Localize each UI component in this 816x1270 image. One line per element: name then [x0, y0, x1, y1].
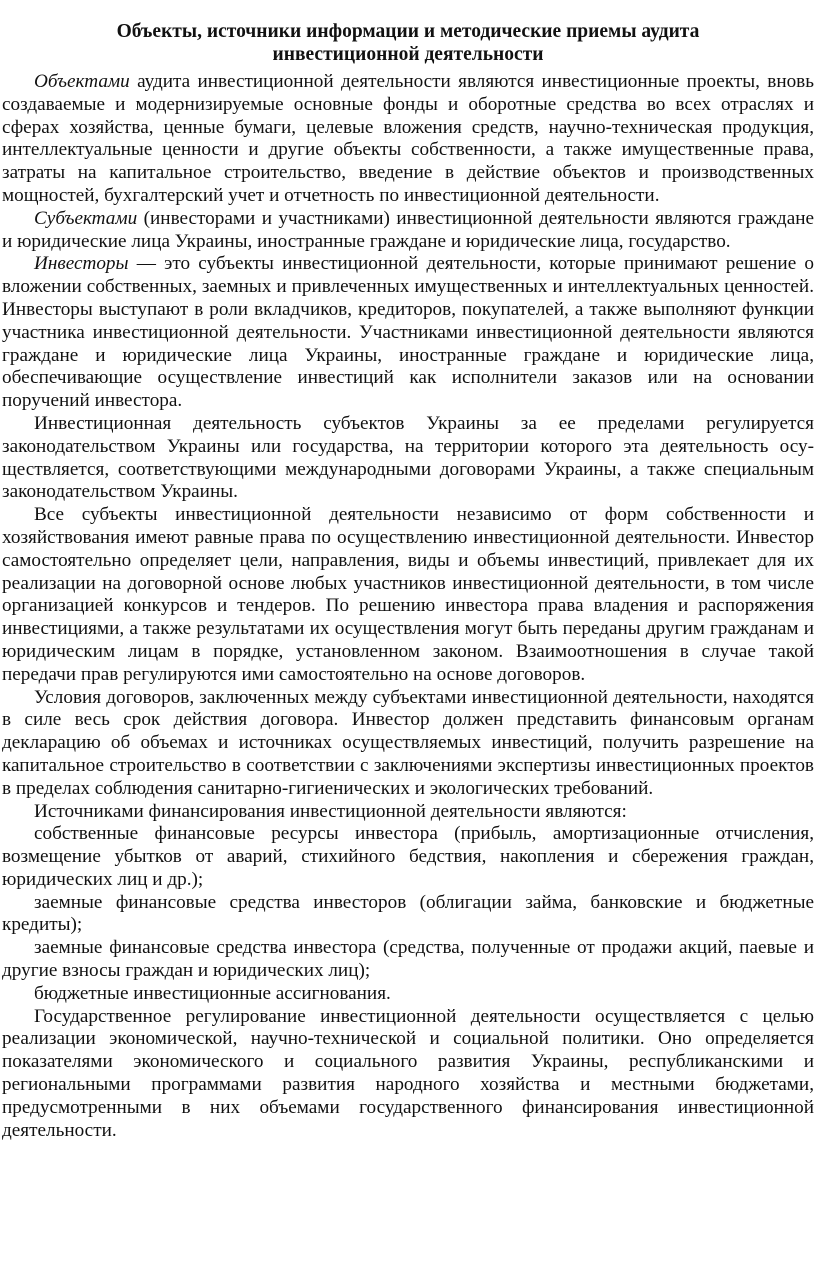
- title-line-1: Объекты, источники информации и методические приемы аудита: [116, 21, 700, 42]
- list-item-raised-funds: заемные финансовые средства инвестора (средства, полученные от продажи акций, паевые и другие взносы граждан и юридических лиц);: [2, 937, 814, 982]
- term-investors: Инвесторы: [34, 253, 129, 275]
- paragraph-objects: [2, 71, 814, 208]
- paragraph-text: аудита инвестиционной деятельности являются инвестиционные проекты, вновь создаваемые и модернизируемые основные фонды и оборотные средства во всех отраслях и сферах хозяйства, ценные бумаги, целевые вложения средств, научно-техническая продукция, интеллектуальные ценности и другие объекты собственности, а также имущественные права, затраты на капитальное строительство, введение в действие объектов и производственных мощностей, бухгалтерский учет и отчетность по инвестиционной деятельности.: [2, 71, 814, 206]
- paragraph-foreign-activity: Инвестиционная деятельность субъектов Украины за ее пределами регулируется законодательством Украины или государства, на территории которого эта деятельность осуществляется, соответствующими международными договорами Украины, а также специальным законодательством Украины.: [2, 412, 814, 503]
- paragraph-subjects: [2, 208, 814, 254]
- paragraph-equal-rights: Все субъекты инвестиционной деятельности независимо от форм собственности и хозяйствования имеют равные права по осуществлению инвестиционной деятельности. Инвестор самостоятельно определяет цели, направления, виды и объемы инвестиций, привлекает для их реализации на договорной основе любых участников инвестиционной деятельности, в том числе организацией конкурсов и тендеров. По решению инвестора права владения и распоряжения инвестициями, а также результатами их осуществления могут быть переданы другим гражданам и юридическим лицам в порядке, установленном законом. Взаимоотношения в случае такой передачи прав регулируются ими самостоятельно на основе договоров.: [2, 504, 814, 685]
- list-item-borrowed-funds: заемные финансовые средства инвесторов (облигации займа, банковские и бюджетные кредиты);: [2, 891, 814, 936]
- paragraph-contract-terms: Условия договоров, заключенных между субъектами инвестиционной деятельности, находятся в силе весь срок действия договора. Инвестор должен представить финансовым органам декларацию об объемах и источниках осуществляемых инвестиций, получить разрешение на капитальное строительство в соответствии с заключениями экспертизы инвестиционных проектов в пределах соблюдения санитарно-гигиенических и экологических требований.: [2, 686, 814, 799]
- term-objects: Объектами: [34, 71, 130, 92]
- page-title: [2, 20, 814, 66]
- list-item-own-resources: собственные финансовые ресурсы инвестора (прибыль, амортизационные отчисления, возмещение убытков от аварий, стихийного бедствия, накопления и сбережения граждан, юридических лиц и др.);: [2, 823, 814, 890]
- paragraph-state-regulation: Государственное регулирование инвестиционной деятельности осуществляется с целью реализации экономической, научно-технической и социальной политики. Оно определяется показателями экономического и социального развития Украины, республиканскими и региональными программами развития народного хозяйства и местными бюджетами, предусмотренными в них объемами государственного финансирования инвестиционной деятельности.: [2, 1005, 814, 1141]
- paragraph-text: (инвесторами и участниками) инвестиционной деятельности являются граждане и юридические лица Украины, иностранные граждане и юридические лица, государство.: [2, 207, 814, 252]
- title-line-2: инвестиционной деятельности: [272, 44, 544, 65]
- paragraph-funding-sources-intro: Источниками финансирования инвестиционной деятельности являются:: [34, 800, 627, 822]
- list-item-budget-allocations: бюджетные инвестиционные ассигнования.: [34, 982, 391, 1004]
- term-subjects: Субъектами: [34, 207, 138, 229]
- paragraph-text: — это субъекты инвестиционной деятельности, которые принимают решение о вложении собственных, заемных и привлеченных имущественных и интеллектуальных ценностей. Инвесторы выступают в роли вкладчиков, кредиторов, покупателей, а также выполняют функции участника инвестиционной деятельности. Участниками инвестиционной деятельности являются граждане и юридические лица Украины, иностранные граждане и юридические лица, обеспечивающие осуществление инвестиций как исполнители заказов или на основании поручений инвестора.: [2, 253, 814, 412]
- paragraph-investors: [2, 253, 814, 413]
